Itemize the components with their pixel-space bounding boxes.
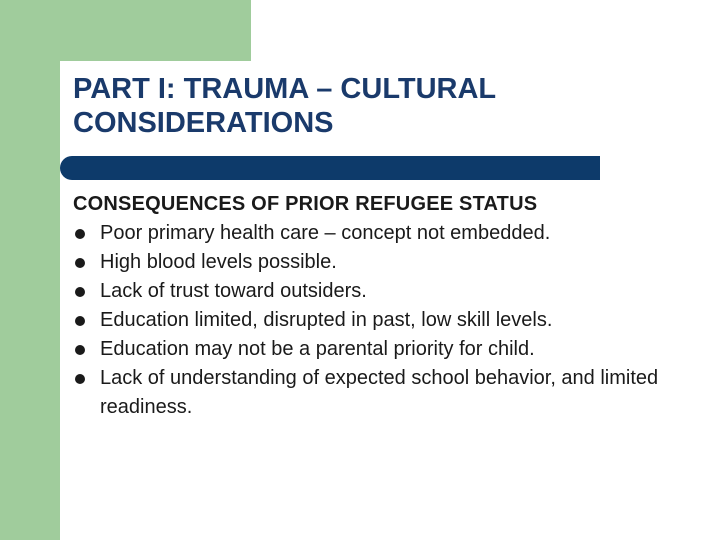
slide-title bbox=[73, 72, 673, 140]
bullet-icon bbox=[75, 287, 85, 297]
bullet-icon bbox=[75, 258, 85, 268]
bullet-text: Lack of trust toward outsiders. bbox=[100, 280, 367, 302]
bullet-icon bbox=[75, 316, 85, 326]
accent-sidebar bbox=[0, 0, 60, 540]
bullet-text: Poor primary health care – concept not embedded. bbox=[100, 222, 551, 244]
slide-title-line: PART I: TRAUMA – CULTURAL bbox=[73, 73, 497, 105]
bullet-item bbox=[73, 306, 703, 335]
accent-header-block bbox=[0, 0, 251, 61]
section-heading: CONSEQUENCES OF PRIOR REFUGEE STATUS bbox=[73, 193, 538, 215]
bullet-text: Education may not be a parental priority for child. bbox=[100, 338, 535, 360]
bullet-item bbox=[73, 248, 703, 277]
bullet-item bbox=[73, 277, 703, 306]
slide-title-line: CONSIDERATIONS bbox=[73, 107, 334, 139]
slide-body bbox=[73, 190, 703, 422]
bullet-item bbox=[73, 219, 703, 248]
bullet-text: High blood levels possible. bbox=[100, 251, 337, 273]
bullet-text: Education limited, disrupted in past, low skill levels. bbox=[100, 309, 553, 331]
title-divider-bar bbox=[60, 156, 600, 180]
bullet-icon bbox=[75, 229, 85, 239]
bullet-text: Lack of understanding of expected school behavior, and limited readiness. bbox=[100, 367, 659, 418]
bullet-item bbox=[73, 335, 703, 364]
bullet-list bbox=[73, 219, 703, 422]
bullet-icon bbox=[75, 345, 85, 355]
bullet-item bbox=[73, 364, 703, 422]
bullet-icon bbox=[75, 374, 85, 384]
